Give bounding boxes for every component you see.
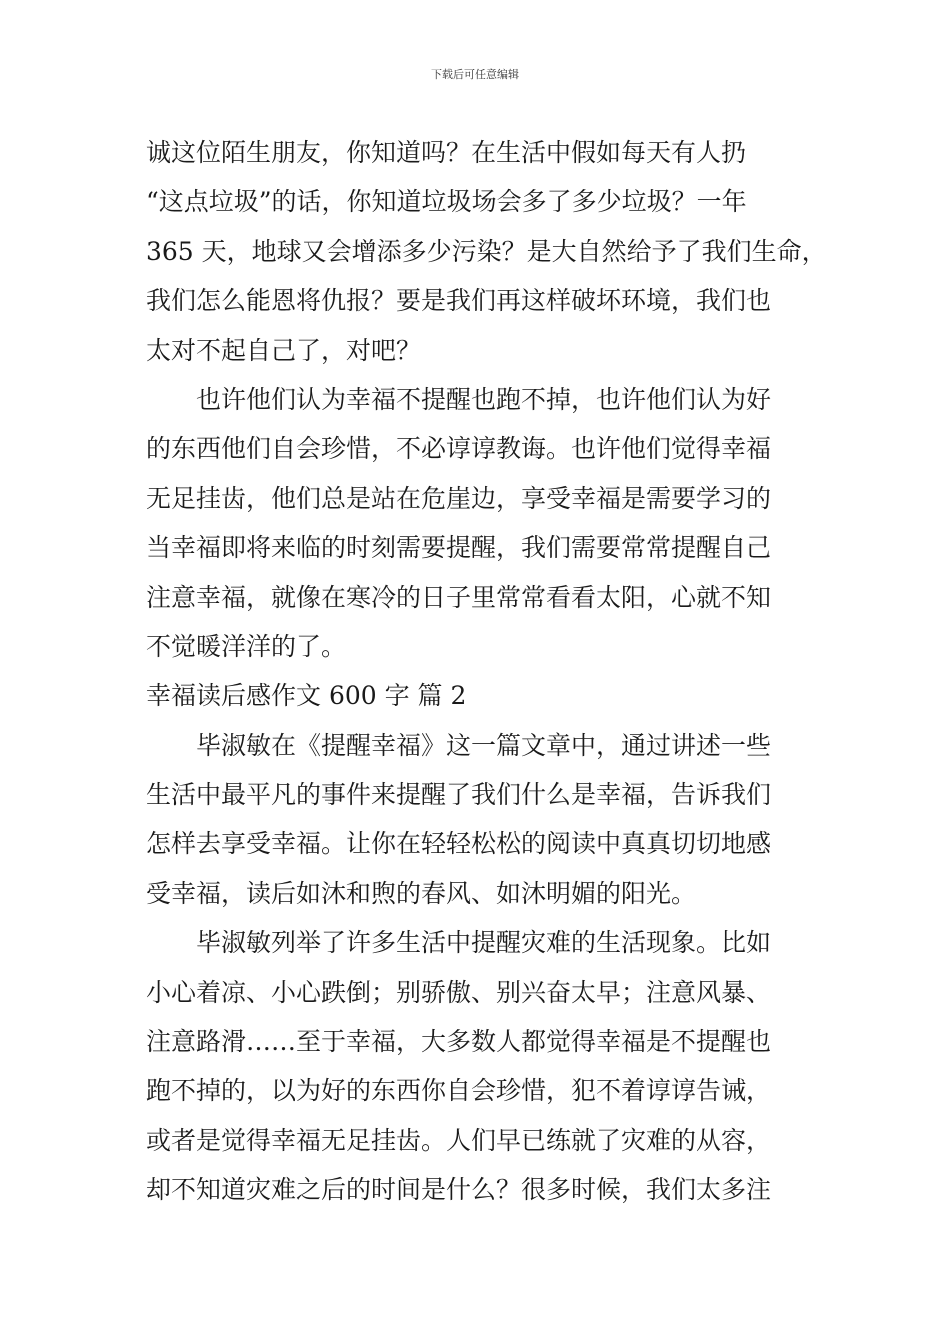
text-line: 受幸福，读后如沐和煦的春风、如沐明媚的阳光。 (146, 878, 697, 908)
section-heading: 幸福读后感作文 600 字 篇 2 (146, 681, 467, 711)
text-line: 或者是觉得幸福无足挂齿。人们早已练就了灾难的从容， (146, 1125, 772, 1155)
text-line: 无足挂齿，他们总是站在危崖边，享受幸福是需要学习的 (146, 483, 772, 513)
text-line: 跑不掉的，以为好的东西你自会珍惜，犯不着谆谆告诫， (146, 1076, 772, 1106)
text-line: 诚这位陌生朋友，你知道吗？在生活中假如每天有人扔 (146, 138, 747, 167)
text-line: 生活中最平凡的事件来提醒了我们什么是幸福，告诉我们 (146, 780, 772, 810)
text-line: 怎样去享受幸福。让你在轻轻松松的阅读中真真切切地感 (146, 829, 772, 859)
paragraph-first-line: 毕淑敏列举了许多生活中提醒灾难的生活现象。比如 (196, 928, 772, 958)
paragraph-first-line: 也许他们认为幸福不提醒也跑不掉，也许他们认为好 (196, 384, 772, 414)
header-note: 下载后可任意编辑 (431, 68, 519, 81)
text-line: 当幸福即将来临的时刻需要提醒，我们需要常常提醒自己 (146, 533, 772, 563)
text-line: 注意幸福，就像在寒冷的日子里常常看看太阳，心就不知 (146, 582, 772, 612)
text-line: “这点垃圾”的话，你知道垃圾场会多了多少垃圾？一年 (146, 187, 747, 217)
text-line: 不觉暖洋洋的了。 (146, 631, 347, 661)
text-line: 小心着凉、小心跌倒；别骄傲、别兴奋太早；注意风暴、 (146, 977, 772, 1007)
text-line: 却不知道灾难之后的时间是什么？很多时候，我们太多注 (146, 1175, 772, 1205)
paragraph-first-line: 毕淑敏在《提醒幸福》这一篇文章中，通过讲述一些 (196, 730, 772, 760)
text-line: 的东西他们自会珍惜，不必谆谆教诲。也许他们觉得幸福 (146, 434, 772, 464)
document-body (146, 128, 827, 1215)
text-line: 我们怎么能恩将仇报？要是我们再这样破坏环境，我们也 (146, 286, 772, 316)
text-line: 注意路滑……至于幸福，大多数人都觉得幸福是不提醒也 (146, 1027, 772, 1057)
text-line: 太对不起自己了，对吧？ (146, 335, 422, 365)
text-line: 365 天，地球又会增添多少污染？是大自然给予了我们生命， (146, 236, 827, 266)
